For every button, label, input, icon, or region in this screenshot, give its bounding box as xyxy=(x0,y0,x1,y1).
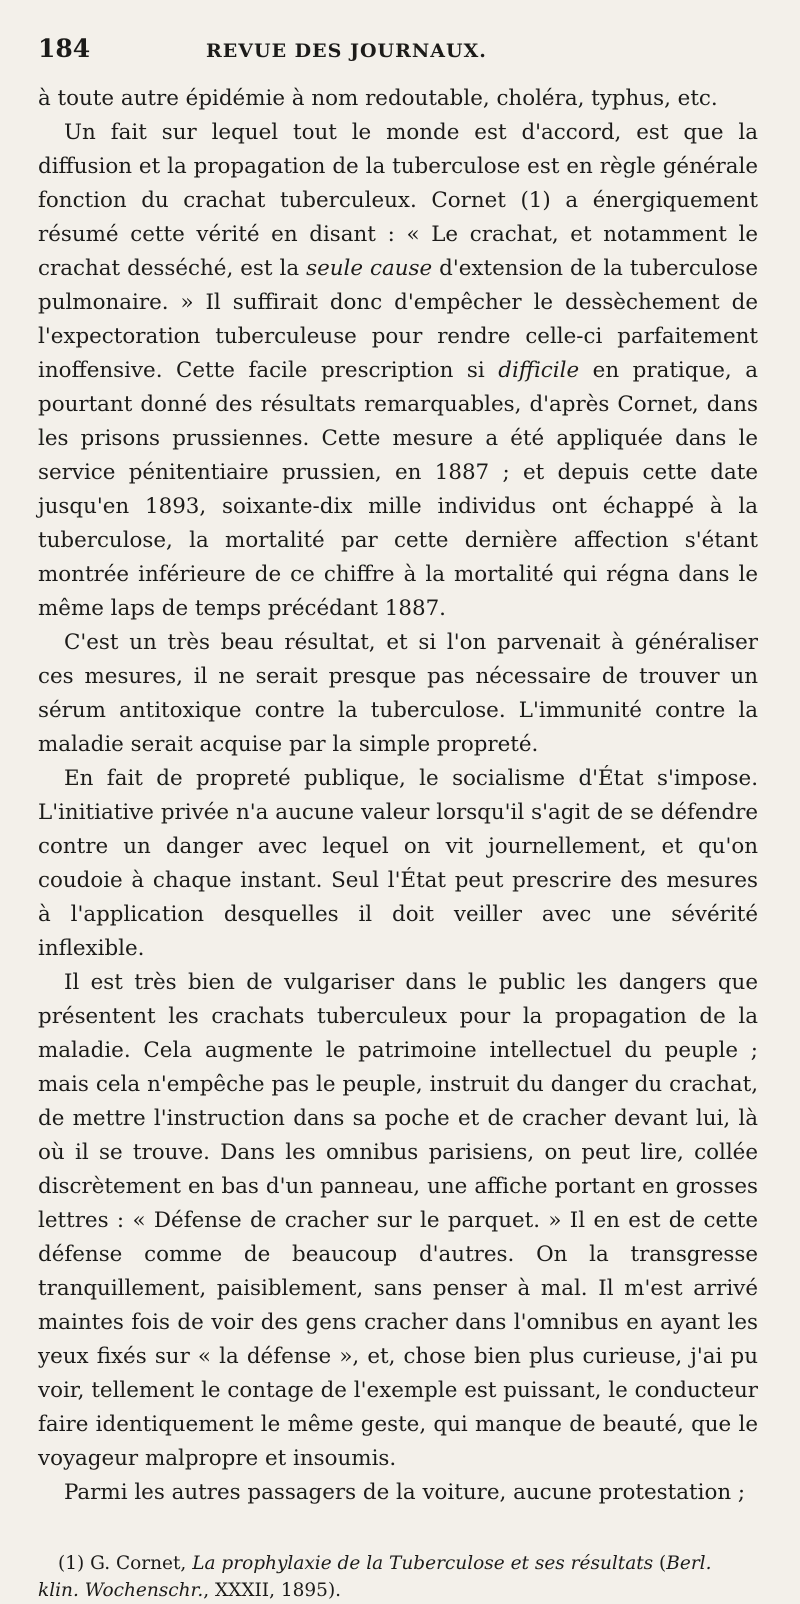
footnote-paren: ( xyxy=(653,1553,667,1574)
page-number: 184 xyxy=(38,34,91,63)
paragraph-passagers: Parmi les autres passagers de la voiture, aucune protestation ; xyxy=(64,1480,746,1505)
footnote-rest: , XXXII, 1895). xyxy=(203,1580,342,1601)
text-run: Un fait sur lequel tout le monde est d'accord, est que la diffusion et la propagation de la tuberculose est en règle générale fonction du crachat tuberculeux. Cornet (1) a énergiquement résumé cette vérité en disant : « Le crachat, et notamment le crachat desséché, est la xyxy=(38,120,758,281)
text-run: en pratique, a pourtant donné des résultats remarquables, d'après Cornet, dans les prisons prussiennes. Cette mesure a été appliquée dans le service pénitentiaire prussien, en 1887 ; et depuis cette date jusqu'en 1893, soixante-dix mille individus ont échappé à la tuberculose, la mortalité par cette dernière affection s'étant montrée inférieure de ce chiffre à la mortalité qui régna dans le même laps de temps précédant 1887. xyxy=(38,358,758,621)
italic-phrase-seule-cause: seule cause xyxy=(306,256,433,281)
paragraph-vulgariser: Il est très bien de vulgariser dans le public les dangers que présentent les crachats tuberculeux pour la propagation de la maladie. Cela augmente le patrimoine intellectuel du peuple ; mais cela n'empêche pas le peuple, instruit du danger du crachat, de mettre l'instruction dans sa poche et de cracher devant lui, là où il se trouve. Dans les omnibus parisiens, on peut lire, collée discrètement en bas d'un panneau, une affiche portant en grosses lettres : « Défense de cracher sur le parquet. » Il en est de cette défense comme de beaucoup d'autres. On la transgresse tranquillement, paisiblement, sans penser à mal. Il m'est arrivé maintes fois de voir des gens cracher dans l'omnibus en ayant les yeux fixés sur « la défense », et, chose bien plus curieuse, j'ai pu voir, tellement le contage de l'exemple est puissant, le conducteur faire identiquement le même geste, qui manque de beauté, que le voyageur malpropre et insoumis. xyxy=(38,970,758,1471)
body-text xyxy=(38,82,758,1510)
paragraph-proprete: En fait de propreté publique, le socialisme d'État s'impose. L'initiative privée n'a aucune valeur lorsqu'il s'agit de se défendre contre un danger avec lequel on vit journellement, et qu'on coudoie à chaque instant. Seul l'État peut prescrire des mesures à l'application desquelles il doit veiller avec une sévérité inflexible. xyxy=(38,766,758,961)
running-head: REVUE DES JOURNAUX. xyxy=(206,40,487,62)
footnote-journal: Berl. klin. Wochenschr. xyxy=(38,1553,712,1601)
footnote-1 xyxy=(38,1550,758,1604)
footnote-marker: (1) xyxy=(58,1553,85,1574)
page-header xyxy=(38,34,758,82)
paragraph-resultat: C'est un très beau résultat, et si l'on parvenait à généraliser ces mesures, il ne serait presque pas nécessaire de trouver un sérum antitoxique contre la tuberculose. L'immunité contre la maladie serait acquise par la simple propreté. xyxy=(38,630,758,757)
text-run: d'extension de la tuberculose pulmonaire. » Il suffirait donc d'empêcher le dessèchement de l'expectoration tuberculeuse pour rendre celle-ci parfaitement inoffensive. Cette facile prescription si xyxy=(38,256,758,383)
paragraph-continuation: à toute autre épidémie à nom redoutable, choléra, typhus, etc. xyxy=(38,86,718,111)
paragraph-cornet xyxy=(38,116,758,626)
italic-word-difficile: difficile xyxy=(498,358,580,383)
footnotes xyxy=(38,1550,758,1604)
footnote-author: G. Cornet, xyxy=(84,1553,193,1574)
footnote-title: La prophylaxie de la Tuberculose et ses résultats xyxy=(192,1553,654,1574)
